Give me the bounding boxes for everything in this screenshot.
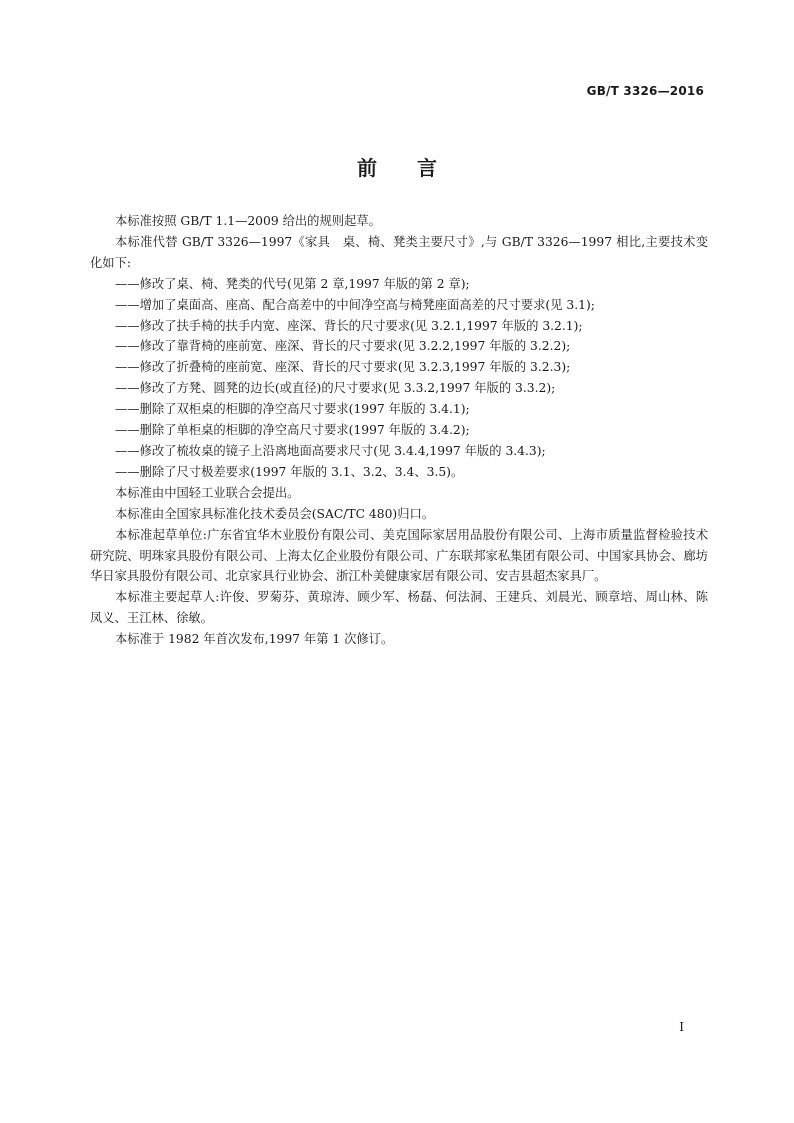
paragraph-replacement: 本标准代替 GB/T 3326—1997《家具 桌、椅、凳类主要尺寸》,与 GB/T 3326—1997 相比,主要技术变化如下:	[90, 234, 708, 270]
paragraph-drafting-rules: 本标准按照 GB/T 1.1—2009 给出的规则起草。	[115, 214, 381, 228]
page-title: 前言	[357, 156, 477, 180]
list-item: ——修改了折叠椅的座前宽、座深、背长的尺寸要求(见 3.2.3,1997 年版的 3.2.3);	[115, 360, 571, 375]
paragraph-drafting-units: 本标准起草单位:广东省宜华木业股份有限公司、美克国际家居用品股份有限公司、上海市质量监督检验技术研究院、明珠家具股份有限公司、上海太亿企业股份有限公司、广东联邦家私集团有限公司、中国家具协会、廊坊华日家具股份有限公司、北京家具行业协会、浙江朴美健康家居有限公司、安吉县超杰家具厂。	[90, 527, 708, 584]
paragraph-drafters: 本标准主要起草人:许俊、罗菊芬、黄琼涛、顾少军、杨磊、何法洞、王建兵、刘晨光、顾章培、周山林、陈凤义、王江林、徐敏。	[90, 590, 708, 626]
list-item: ——增加了桌面高、座高、配合高差中的中间净空高与椅凳座面高差的尺寸要求(见 3.1);	[115, 297, 595, 312]
changes-list	[90, 274, 708, 483]
list-item: ——删除了单柜桌的柜脚的净空高尺寸要求(1997 年版的 3.4.2);	[115, 423, 470, 438]
paragraph-proposer: 本标准由中国轻工业联合会提出。	[115, 485, 300, 500]
page-number: I	[679, 1020, 684, 1034]
list-item: ——修改了扶手椅的扶手内宽、座深、背长的尺寸要求(见 3.2.1,1997 年版的 3.2.1);	[115, 318, 583, 333]
standard-number: GB/T 3326—2016	[586, 84, 704, 98]
paragraph-history: 本标准于 1982 年首次发布,1997 年第 1 次修订。	[115, 632, 394, 647]
list-item: ——修改了方凳、圆凳的边长(或直径)的尺寸要求(见 3.3.2,1997 年版的 3.3.2);	[115, 381, 556, 396]
list-item: ——删除了双柜桌的柜脚的净空高尺寸要求(1997 年版的 3.4.1);	[115, 402, 470, 417]
list-item: ——修改了靠背椅的座前宽、座深、背长的尺寸要求(见 3.2.2,1997 年版的 3.2.2);	[115, 339, 571, 354]
list-item: ——修改了桌、椅、凳类的代号(见第 2 章,1997 年版的第 2 章);	[115, 276, 470, 291]
list-item: ——删除了尺寸极差要求(1997 年版的 3.1、3.2、3.4、3.5)。	[115, 464, 464, 479]
list-item: ——修改了梳妆桌的镜子上沿离地面高要求尺寸(见 3.4.4,1997 年版的 3.4.3);	[115, 443, 546, 458]
foreword-body	[90, 211, 708, 650]
paragraph-committee: 本标准由全国家具标准化技术委员会(SAC/TC 480)归口。	[115, 506, 435, 521]
